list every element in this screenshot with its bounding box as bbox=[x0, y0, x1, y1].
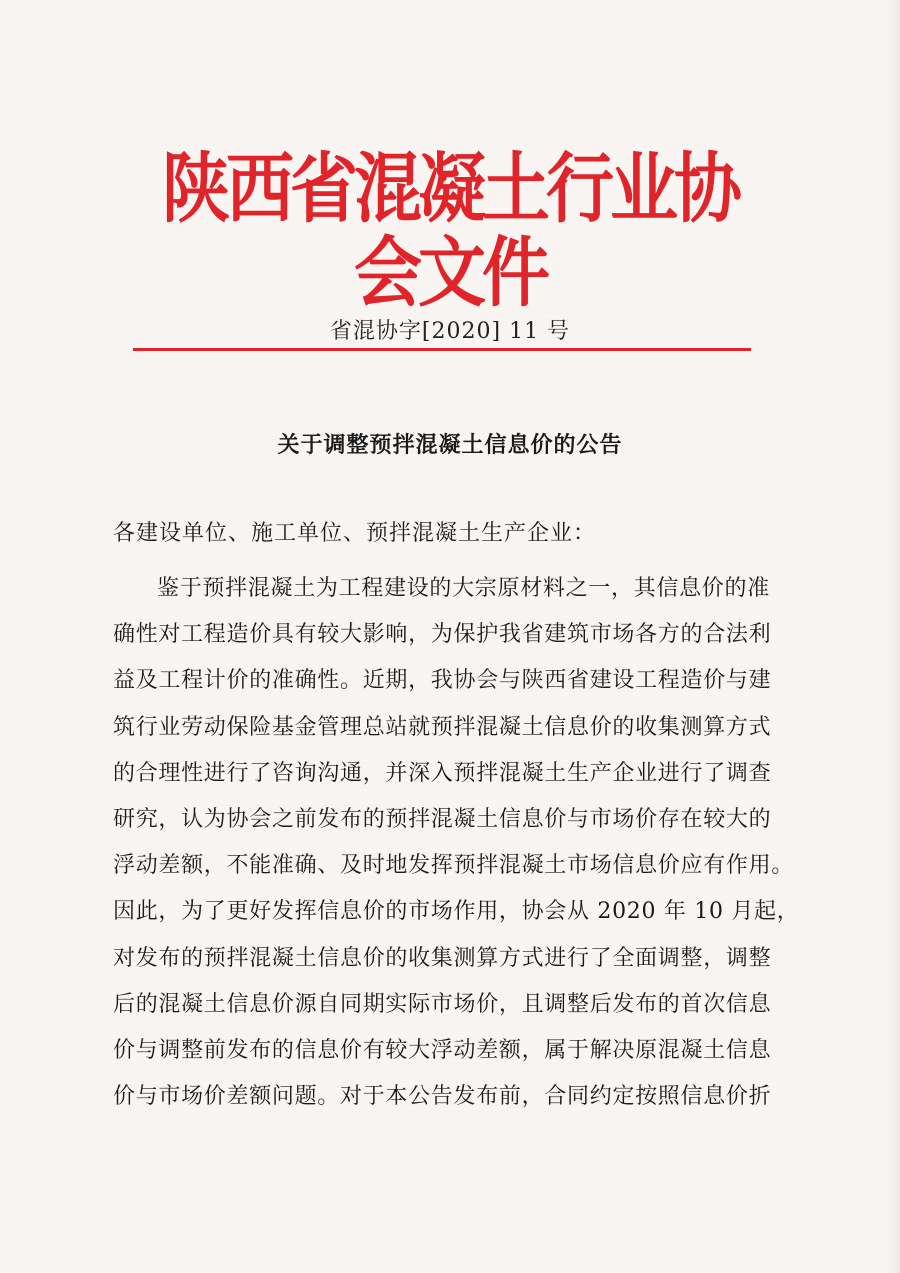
body-text bbox=[113, 566, 800, 1120]
body-line: 益及工程计价的准确性。近期，我协会与陕西省建设工程造价与建 bbox=[113, 668, 772, 694]
masthead-title: 陕西省混凝土行业协会文件 bbox=[161, 144, 738, 319]
page-edge-shadow bbox=[886, 0, 900, 1273]
body-line: 研究，认为协会之前发布的预拌混凝土信息价与市场价存在较大的 bbox=[113, 806, 772, 832]
document-number: 省混协字[2020] 11 号 bbox=[329, 319, 571, 344]
salutation: 各建设单位、施工单位、预拌混凝土生产企业： bbox=[113, 521, 597, 546]
body-line: 浮动差额，不能准确、及时地发挥预拌混凝土市场信息价应有作用。 bbox=[113, 853, 795, 879]
body-line: 价与调整前发布的信息价有较大浮动差额，属于解决原混凝土信息 bbox=[113, 1037, 772, 1063]
body-line: 的合理性进行了咨询沟通，并深入预拌混凝土生产企业进行了调查 bbox=[113, 760, 772, 786]
body-line: 因此，为了更好发挥信息价的市场作用，协会从 2020 年 10 月起， bbox=[113, 899, 800, 925]
document-title: 关于调整预拌混凝土信息价的公告 bbox=[277, 433, 623, 458]
body-line: 鉴于预拌混凝土为工程建设的大宗原材料之一，其信息价的准 bbox=[157, 576, 770, 601]
body-line: 价与市场价差额问题。对于本公告发布前，合同约定按照信息价折 bbox=[113, 1084, 772, 1110]
body-line: 确性对工程造价具有较大影响，为保护我省建筑市场各方的合法利 bbox=[113, 622, 772, 648]
body-line: 对发布的预拌混凝土信息价的收集测算方式进行了全面调整，调整 bbox=[113, 945, 772, 971]
body-line: 筑行业劳动保险基金管理总站就预拌混凝土信息价的收集测算方式 bbox=[113, 714, 772, 740]
red-divider-line bbox=[133, 348, 751, 351]
body-line: 后的混凝土信息价源自同期实际市场价，且调整后发布的首次信息 bbox=[113, 991, 772, 1017]
